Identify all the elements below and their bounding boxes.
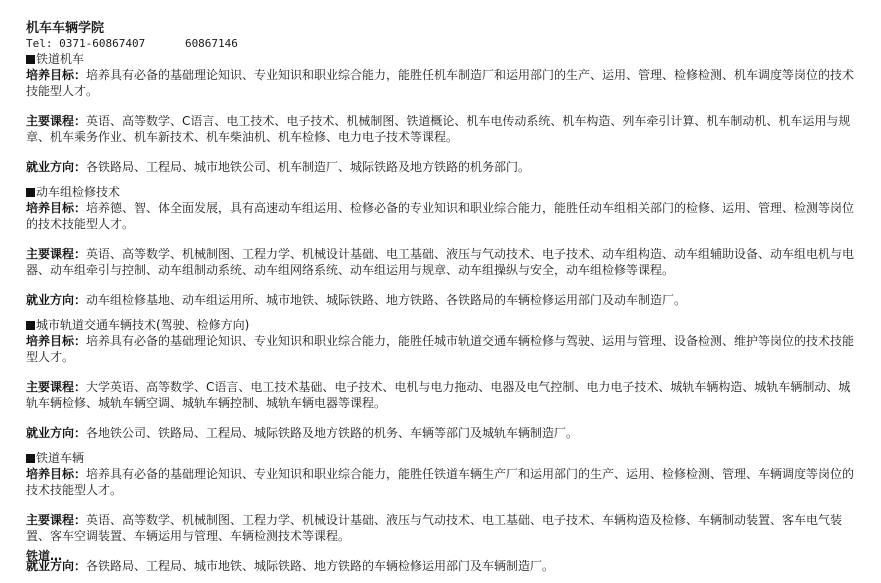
employment-direction-label: 就业方向： [26,160,87,174]
training-goal-text: 培养具有必备的基础理论知识、专业知识和职业综合能力，能胜任城市轨道交通车辆检修与驾驶、运用与管理、设备检测、维护等岗位的技术技能型人才。 [26,334,855,364]
training-goal-text: 培养具有必备的基础理论知识、专业知识和职业综合能力，能胜任铁道车辆生产厂和运用部门的生产、运用、检修检测、管理、车辆调度等岗位的技术技能型人才。 [26,467,855,497]
training-goal-label: 培养目标： [26,467,87,481]
main-courses [26,379,856,411]
square-bullet-icon [26,188,35,197]
major-section-railway-vehicle [26,450,856,574]
training-goal-label: 培养目标： [26,201,87,215]
training-goal-text: 培养具有必备的基础理论知识、专业知识和职业综合能力，能胜任机车制造厂和运用部门的生产、运用、管理、检修检测、机车调度等岗位的技术技能型人才。 [26,68,855,98]
major-heading [26,51,856,67]
employment-direction-text: 各地铁公司、铁路局、工程局、城际铁路及地方铁路的机务、车辆等部门及城轨车辆制造厂。 [86,426,579,440]
main-courses-label: 主要课程： [26,380,87,394]
college-title: 机车车辆学院 [26,21,105,36]
training-goal [26,466,856,498]
main-courses [26,113,856,145]
main-courses-text: 大学英语、高等数学、C语言、电工技术基础、电子技术、电机与电力拖动、电器及电气控制、电力电子技术、城轨车辆构造、城轨车辆制动、城轨车辆检修、城轨车辆空调、城轨车辆控制、城轨车辆电器等课程。 [26,380,851,410]
major-section-locomotive [26,51,856,175]
main-courses-label: 主要课程： [26,247,87,261]
employment-direction [26,159,856,175]
employment-direction-text: 各铁路局、工程局、城市地铁公司、机车制造厂、城际铁路及地方铁路的机务部门。 [86,160,531,174]
major-section-emu-maintenance [26,184,856,308]
training-goal [26,333,856,365]
employment-direction-label: 就业方向： [26,559,87,573]
main-courses-label: 主要课程： [26,114,87,128]
telephone-line: Tel: 0371-60867407 60867146 [26,37,238,50]
major-name: 城市轨道交通车辆技术(驾驶、检修方向) [36,318,250,332]
training-goal-label: 培养目标： [26,334,87,348]
main-courses-text: 英语、高等数学、机械制图、工程力学、机械设计基础、液压与气动技术、电工基础、电子技术、车辆构造及检修、车辆制动装置、客车电气装置、客车空调装置、车辆运用与管理、车辆检测技术等课程。 [26,513,843,543]
training-goal-label: 培养目标： [26,68,87,82]
employment-direction-text: 动车组检修基地、动车组运用所、城市地铁、城际铁路、地方铁路、各铁路局的车辆检修运用部门及动车制造厂。 [86,293,687,307]
employment-direction-text: 各铁路局、工程局、城市地铁、城际铁路、地方铁路的车辆检修运用部门及车辆制造厂。 [86,559,555,573]
training-goal [26,67,856,99]
main-courses-text: 英语、高等数学、C语言、电工技术、电子技术、机械制图、铁道概论、机车电传动系统、机车构造、列车牵引计算、机车制动机、机车运用与规章、机车乘务作业、机车新技术、机车柴油机、机车检修、电力电子技术等课程。 [26,114,851,144]
main-courses [26,512,856,544]
major-heading [26,184,856,200]
training-goal [26,200,856,232]
square-bullet-icon [26,454,35,463]
main-courses-label: 主要课程： [26,513,87,527]
employment-direction-label: 就业方向： [26,293,87,307]
major-name: 铁道车辆 [36,451,85,465]
employment-direction [26,425,856,441]
main-courses [26,246,856,278]
employment-direction-label: 就业方向： [26,426,87,440]
main-courses-text: 英语、高等数学、机械制图、工程力学、机械设计基础、电工基础、液压与气动技术、电子技术、动车组构造、动车组辅助设备、动车组电机与电器、动车组牵引与控制、动车组制动系统、动车组网络系统、动车组运用与规章、动车组操纵与安全，动车组检修等课程。 [26,247,855,277]
document [26,20,856,583]
major-heading [26,450,856,466]
square-bullet-icon [26,321,35,330]
major-section-urban-rail-vehicle [26,317,856,441]
major-heading [26,317,856,333]
major-name: 铁道机车 [36,52,85,66]
cutoff-heading: 铁道… [26,549,63,563]
square-bullet-icon [26,55,35,64]
major-name: 动车组检修技术 [36,185,121,199]
training-goal-text: 培养德、智、体全面发展，具有高速动车组运用、检修必备的专业知识和职业综合能力，能胜任动车组相关部门的检修、运用、管理、检测等岗位的技术技能型人才。 [26,201,855,231]
employment-direction [26,292,856,308]
employment-direction [26,558,856,574]
